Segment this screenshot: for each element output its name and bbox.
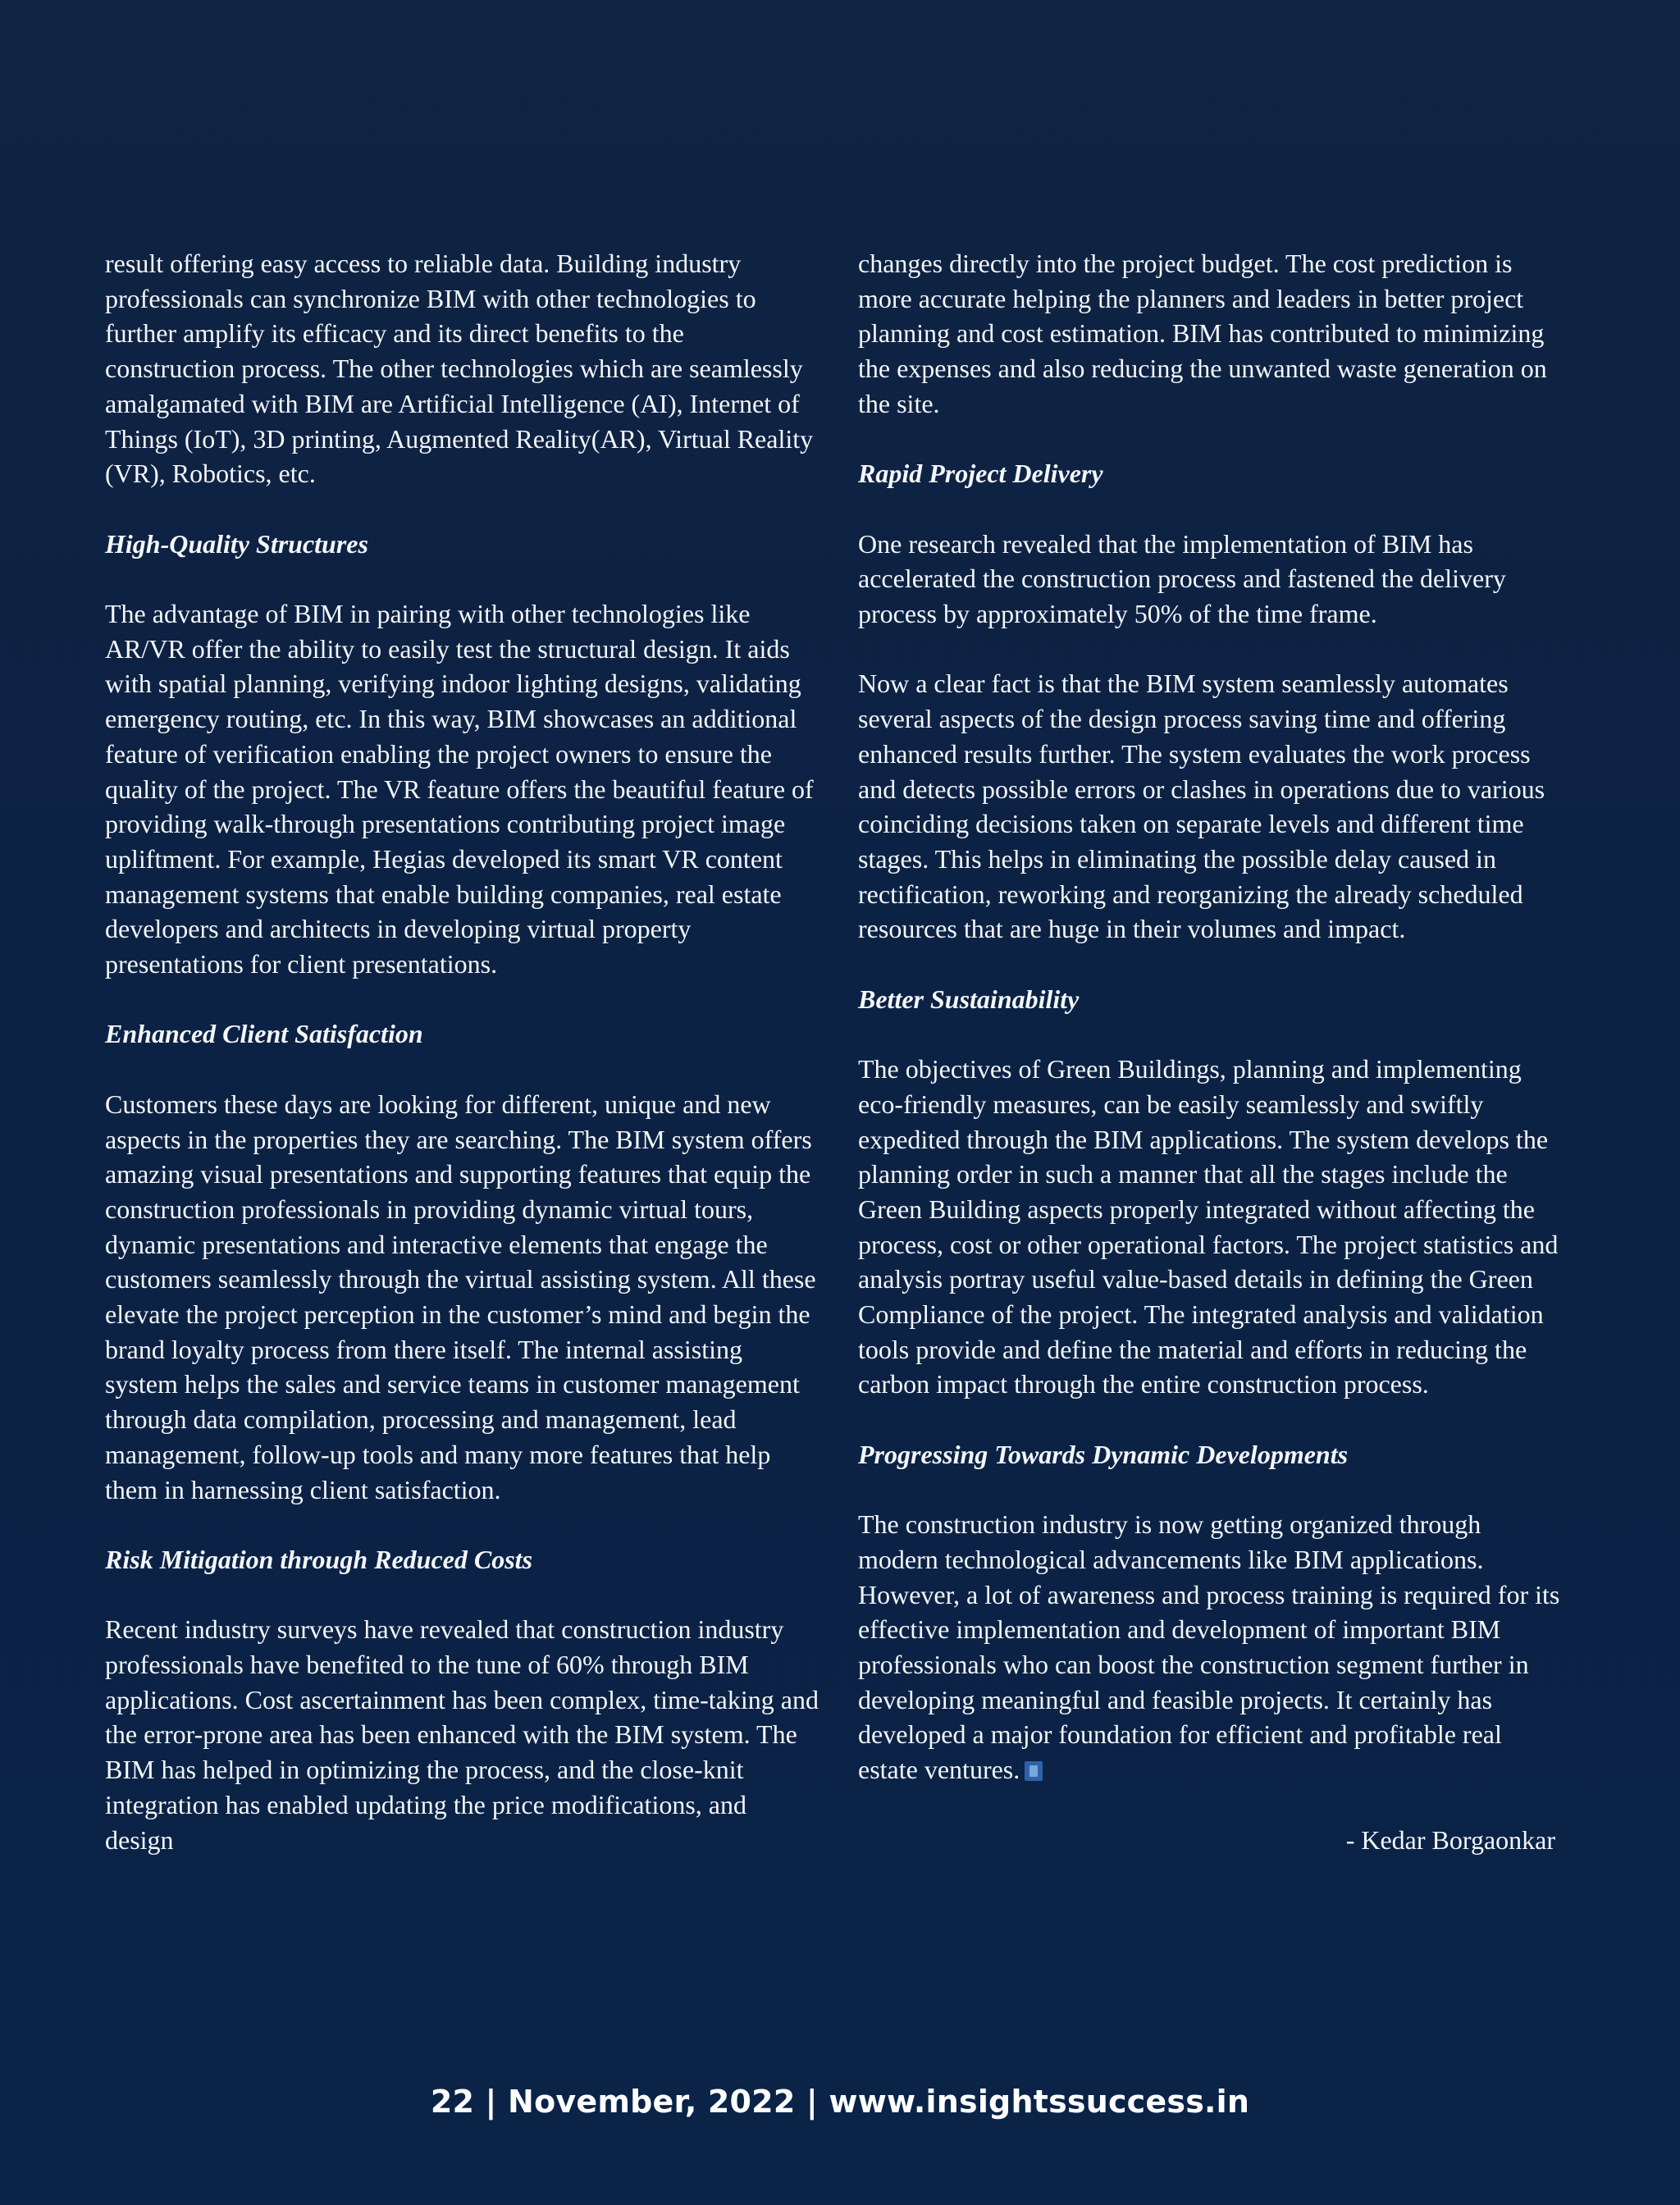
heading-better-sustainability: Better Sustainability bbox=[858, 984, 1080, 1014]
left-column bbox=[105, 246, 819, 1892]
right-paragraph-sustainability: The objectives of Green Buildings, planning and implementing eco-friendly measures, can be easily seamlessly and swiftly expedited through the BIM applications. The system develops the planning order in such a manner that all the stages include the Green Building aspects properly integrated without affecting the process, cost or other operational factors. The project statistics and analysis portray useful value-based details in defining the Green Compliance of the project. The integrated analysis and validation tools provide and define the material and efforts in reducing the carbon impact through the entire construction process. bbox=[858, 1054, 1559, 1399]
article-end-mark-icon bbox=[1025, 1761, 1043, 1781]
right-paragraph-delivery-research: One research revealed that the implementation of BIM has accelerated the construction process and fastened the delivery process by approximately 50% of the time frame. bbox=[858, 528, 1506, 628]
heading-risk-mitigation: Risk Mitigation through Reduced Costs bbox=[105, 1544, 533, 1574]
left-paragraph-intro: result offering easy access to reliable data. Building industry professionals can synchronize BIM with other technologies to further amplify its efficacy and its direct benefits to the construction process. The other technologies which are seamlessly amalgamated with BIM are Artificial Intelligence (AI), Internet of Things (IoT), 3D printing, Augmented Reality(AR), Virtual Reality (VR), Robotics, etc. bbox=[105, 249, 814, 489]
left-paragraph-client-satisfaction: Customers these days are looking for different, unique and new aspects in the properties they are searching. The BIM system offers amazing visual presentations and supporting features that equip the construction professionals in providing dynamic virtual tours, dynamic presentations and interactive elements that engage the customers seamlessly through the virtual assisting system. All these elevate the project perception in the customer’s mind and begin the brand loyalty process from there itself. The internal assisting system helps the sales and service teams in customer management through data compilation, processing and management, lead management, follow-up tools and many more features that help them in harnessing client satisfaction. bbox=[105, 1089, 816, 1504]
right-paragraph-budget: changes directly into the project budget. The cost prediction is more accurate helping the planners and leaders in better project planning and cost estimation. BIM has contributed to minimizing the expenses and also reducing the unwanted waste generation on the site. bbox=[858, 249, 1547, 418]
conclusion-text: The construction industry is now getting organized through modern technological advancements like BIM applications. However, a lot of awareness and process training is required for its effective implementation and development of important BIM professionals who can boost the construction segment further in developing meaningful and feasible projects. It certainly has developed a major foundation for efficient and profitable real estate ventures. bbox=[858, 1509, 1560, 1785]
right-paragraph-conclusion bbox=[858, 1507, 1564, 1787]
heading-dynamic-developments: Progressing Towards Dynamic Developments bbox=[858, 1439, 1349, 1469]
left-paragraph-risk-mitigation: Recent industry surveys have revealed that construction industry professionals have benefited to the tune of 60% through BIM applications. Cost ascertainment has been complex, time-taking and the error-prone area has been enhanced with the BIM system. The BIM has helped in optimizing the process, and the close-knit integration has enabled updating the price modifications, and design bbox=[105, 1614, 819, 1855]
heading-high-quality-structures: High-Quality Structures bbox=[105, 528, 368, 559]
page-footer: 22 | November, 2022 | www.insightssuccess.in bbox=[430, 2084, 1250, 2120]
left-paragraph-structures: The advantage of BIM in pairing with other technologies like AR/VR offer the ability to easily test the structural design. It aids with spatial planning, verifying indoor lighting designs, validating emergency routing, etc. In this way, BIM showcases an additional feature of verification enabling the project owners to ensure the quality of the project. The VR feature offers the beautiful feature of providing walk-through presentations contributing project image upliftment. For example, Hegias developed its smart VR content management systems that enable building companies, real estate developers and architects in developing virtual property presentations for client presentations. bbox=[105, 599, 814, 979]
heading-rapid-project-delivery: Rapid Project Delivery bbox=[858, 459, 1103, 489]
right-paragraph-automation: Now a clear fact is that the BIM system seamlessly automates several aspects of the design process saving time and offering enhanced results further. The system evaluates the work process and detects possible errors or clashes in operations due to various coinciding decisions taken on separate levels and different time stages. This helps in eliminating the possible delay caused in rectification, reworking and reorganizing the already scheduled resources that are huge in their volumes and impact. bbox=[858, 669, 1545, 944]
heading-enhanced-client-satisfaction: Enhanced Client Satisfaction bbox=[105, 1019, 423, 1049]
author-signature: - Kedar Borgaonkar bbox=[1345, 1824, 1555, 1855]
right-column bbox=[858, 246, 1564, 1857]
